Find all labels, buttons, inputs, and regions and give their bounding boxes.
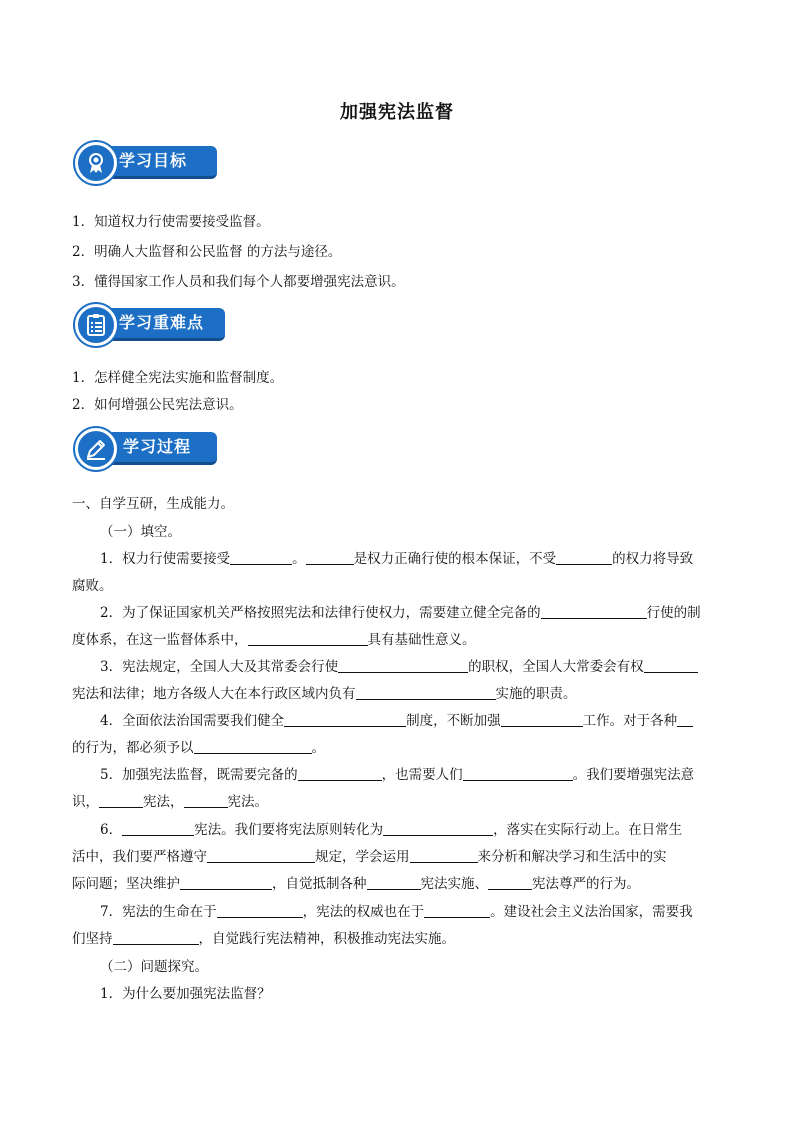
subsection-heading: （一）填空。 bbox=[100, 524, 181, 540]
blank[interactable] bbox=[306, 550, 354, 565]
blank[interactable] bbox=[122, 821, 194, 836]
key-point-item: 2．如何增强公民宪法意识。 bbox=[72, 397, 243, 413]
goal-item: 2．明确人大监督和公民监督 的方法与途径。 bbox=[72, 244, 342, 260]
section-heading: 一、自学互研，生成能力。 bbox=[72, 496, 234, 512]
question-4-cont: 的行为，都必须予以 。 bbox=[72, 740, 325, 756]
question-7-cont: 们坚持 ，自觉践行宪法精神，积极推动宪法实施。 bbox=[72, 931, 455, 947]
blank[interactable] bbox=[367, 875, 421, 890]
question-6-cont: 际问题；坚决维护 ，自觉抵制各种 宪法实施、 宪法尊严的行为。 bbox=[72, 876, 640, 892]
blank[interactable] bbox=[488, 875, 532, 890]
blank[interactable] bbox=[338, 658, 468, 673]
blank[interactable] bbox=[180, 875, 272, 890]
banner-key-points bbox=[75, 304, 223, 344]
blank[interactable] bbox=[230, 550, 292, 565]
blank[interactable] bbox=[217, 903, 303, 918]
question-1: 1．权力行使需要接受 。 是权力正确行使的根本保证，不受 的权力将导致 bbox=[100, 551, 694, 567]
blank[interactable] bbox=[298, 766, 382, 781]
blank[interactable] bbox=[463, 766, 573, 781]
blank[interactable] bbox=[383, 821, 493, 836]
banner-process bbox=[75, 428, 223, 468]
blank[interactable] bbox=[194, 739, 312, 754]
goal-item: 3．懂得国家工作人员和我们每个人都要增强宪法意识。 bbox=[72, 274, 405, 290]
blank[interactable] bbox=[501, 712, 583, 727]
question-explore-1: 1．为什么要加强宪法监督？ bbox=[100, 986, 271, 1002]
blank[interactable] bbox=[113, 930, 199, 945]
blank[interactable] bbox=[356, 685, 496, 700]
blank[interactable] bbox=[541, 604, 647, 619]
medal-icon bbox=[75, 142, 117, 184]
goal-item: 1．知道权力行使需要接受监督。 bbox=[72, 214, 270, 230]
blank[interactable] bbox=[99, 793, 143, 808]
question-2: 2．为了保证国家机关严格按照宪法和法律行使权力，需要建立健全完备的 行使的制 bbox=[100, 605, 701, 621]
question-1-cont: 腐败。 bbox=[72, 578, 113, 594]
checklist-icon bbox=[75, 304, 117, 346]
blank[interactable] bbox=[184, 793, 228, 808]
question-2-cont: 度体系，在这一监督体系中， 具有基础性意义。 bbox=[72, 632, 476, 648]
blank[interactable] bbox=[248, 631, 368, 646]
question-5: 5．加强宪法监督，既需要完备的 ，也需要人们 。我们要增强宪法意 bbox=[100, 767, 695, 783]
blank[interactable] bbox=[410, 848, 478, 863]
question-5-cont: 识， 宪法， 宪法。 bbox=[72, 794, 268, 810]
blank[interactable] bbox=[207, 848, 315, 863]
question-3: 3．宪法规定，全国人大及其常委会行使 的职权，全国人大常委会有权 bbox=[100, 657, 722, 677]
question-4: 4．全面依法治国需要我们健全 制度，不断加强 工作。对于各种 bbox=[100, 711, 722, 731]
subsection-heading: （二）问题探究。 bbox=[100, 959, 208, 975]
question-7: 7．宪法的生命在于 ，宪法的权威也在于 。建设社会主义法治国家，需要我 bbox=[100, 904, 693, 920]
page-title: 加强宪法监督 bbox=[340, 102, 454, 123]
question-3-cont: 宪法和法律；地方各级人大在本行政区域内负有 实施的职责。 bbox=[72, 686, 577, 702]
blank[interactable] bbox=[677, 712, 693, 727]
banner-key-points-label: 学习重难点 bbox=[119, 313, 205, 332]
banner-goals bbox=[75, 142, 223, 182]
blank[interactable] bbox=[556, 550, 612, 565]
question-6-cont: 活中，我们要严格遵守 规定，学会运用 来分析和解决学习和生活中的实 bbox=[72, 849, 667, 865]
key-point-item: 1．怎样健全宪法实施和监督制度。 bbox=[72, 370, 284, 386]
banner-process-label: 学习过程 bbox=[123, 437, 192, 456]
question-6: 6． 宪法。我们要将宪法原则转化为 ，落实在实际行动上。在日常生 bbox=[100, 822, 683, 838]
blank[interactable] bbox=[644, 658, 698, 673]
blank[interactable] bbox=[424, 903, 490, 918]
banner-goals-label: 学习目标 bbox=[119, 151, 188, 170]
blank[interactable] bbox=[284, 712, 406, 727]
pencil-icon bbox=[75, 428, 117, 470]
